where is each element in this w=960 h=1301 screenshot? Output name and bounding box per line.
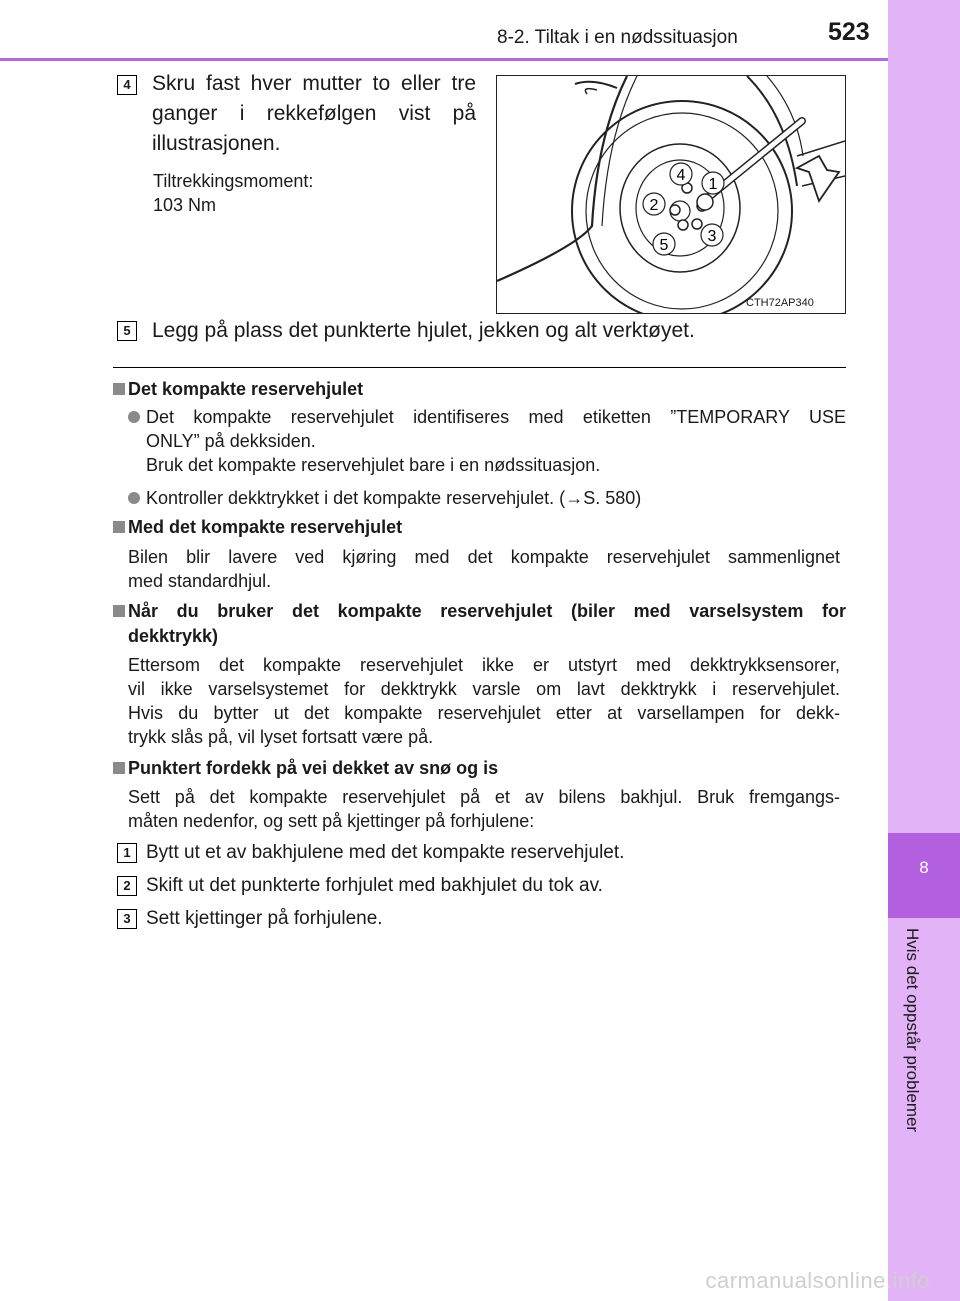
wheel-nut-tightening-illustration [496,75,846,314]
bullet-text: Det kompakte reservehjulet identifiseres med etiketten ”TEMPORARY USE ONLY” på dekksiden. Bruk det kompakte reservehjulet bare i en nødssituasjon. [146,407,846,475]
section-heading: Med det kompakte reservehjulet [128,517,403,537]
step-text: Skift ut det punkterte forhjulet med bakhjulet du tok av. [146,875,603,896]
step-text: Bytt ut et av bakhjulene med det kompakte reservehjulet. [146,842,625,863]
section-paragraph: Ettersom det kompakte reservehjulet ikke er utstyrt med dekktrykksensorer, vil ikke varselsystemet for dekktrykk varsle om lavt dekktrykk i reservehjulet. Hvis du bytter ut det kompakte reservehjulet etter at varsellampen for dekk- trykk slås på, vil lyset fortsatt være på. [128,655,840,747]
torque-value: 103 Nm [153,195,217,215]
nut-label-5: 5 [659,237,669,254]
bullet-dot [128,492,140,504]
watermark: carmanualsonline.info [705,1268,930,1293]
section-marker-square [113,383,125,395]
header-rule [0,58,888,61]
bullet-text: Kontroller dekktrykket i det kompakte reservehjulet. (→S. 580) [146,488,642,508]
section-marker-square [113,762,125,774]
nut-label-4: 4 [676,167,686,184]
section-paragraph: Sett på det kompakte reservehjulet på et av bilens bakhjul. Bruk fremgangs- måten nedenfor, og sett på kjettinger på forhjulene: [128,787,840,831]
step-number-box: 2 [117,876,137,896]
torque-spec [153,169,313,217]
nut-label-2: 2 [649,197,659,214]
section-marker-square [113,605,125,617]
side-tab-background [888,0,960,833]
wheel-illustration-svg [497,76,845,313]
section-paragraph: Bilen blir lavere ved kjøring med det kompakte reservehjulet sammenlignet med standardhjul. [128,547,840,591]
step-number-box: 5 [117,321,137,341]
section-heading: Det kompakte reservehjulet [128,379,364,399]
side-tab-chapter-title: Hvis det oppstår problemer [903,928,922,1133]
nut-label-1: 1 [708,176,718,193]
page-number: 523 [828,18,870,46]
step-text: Skru fast hver mutter to eller tre ganger i rekkefølgen vist på illustrasjonen. [152,72,476,155]
page-reference-link[interactable]: S. 580) [583,488,642,508]
figure-code: CTH72AP340 [746,297,814,309]
section-divider [113,367,846,368]
step-number-box: 4 [117,75,137,95]
step-text: Legg på plass det punkterte hjulet, jekken og alt verktøyet. [152,319,695,342]
bullet-dot [128,411,140,423]
section-heading: Punktert fordekk på vei dekket av snø og is [128,758,499,778]
section-marker-square [113,521,125,533]
step-number-box: 3 [117,909,137,929]
side-tab-chapter-number: 8 [919,858,929,877]
step-number-box: 1 [117,843,137,863]
step-text: Sett kjettinger på forhjulene. [146,908,383,929]
torque-label: Tiltrekkingsmoment: [153,171,314,191]
section-heading: Når du bruker det kompakte reservehjulet (biler med varselsystem for dekktrykk) [128,601,846,646]
page-reference-arrow-icon: → [565,488,584,508]
nut-label-3: 3 [707,228,717,245]
header-title: 8-2. Tiltak i en nødssituasjon [497,27,738,48]
